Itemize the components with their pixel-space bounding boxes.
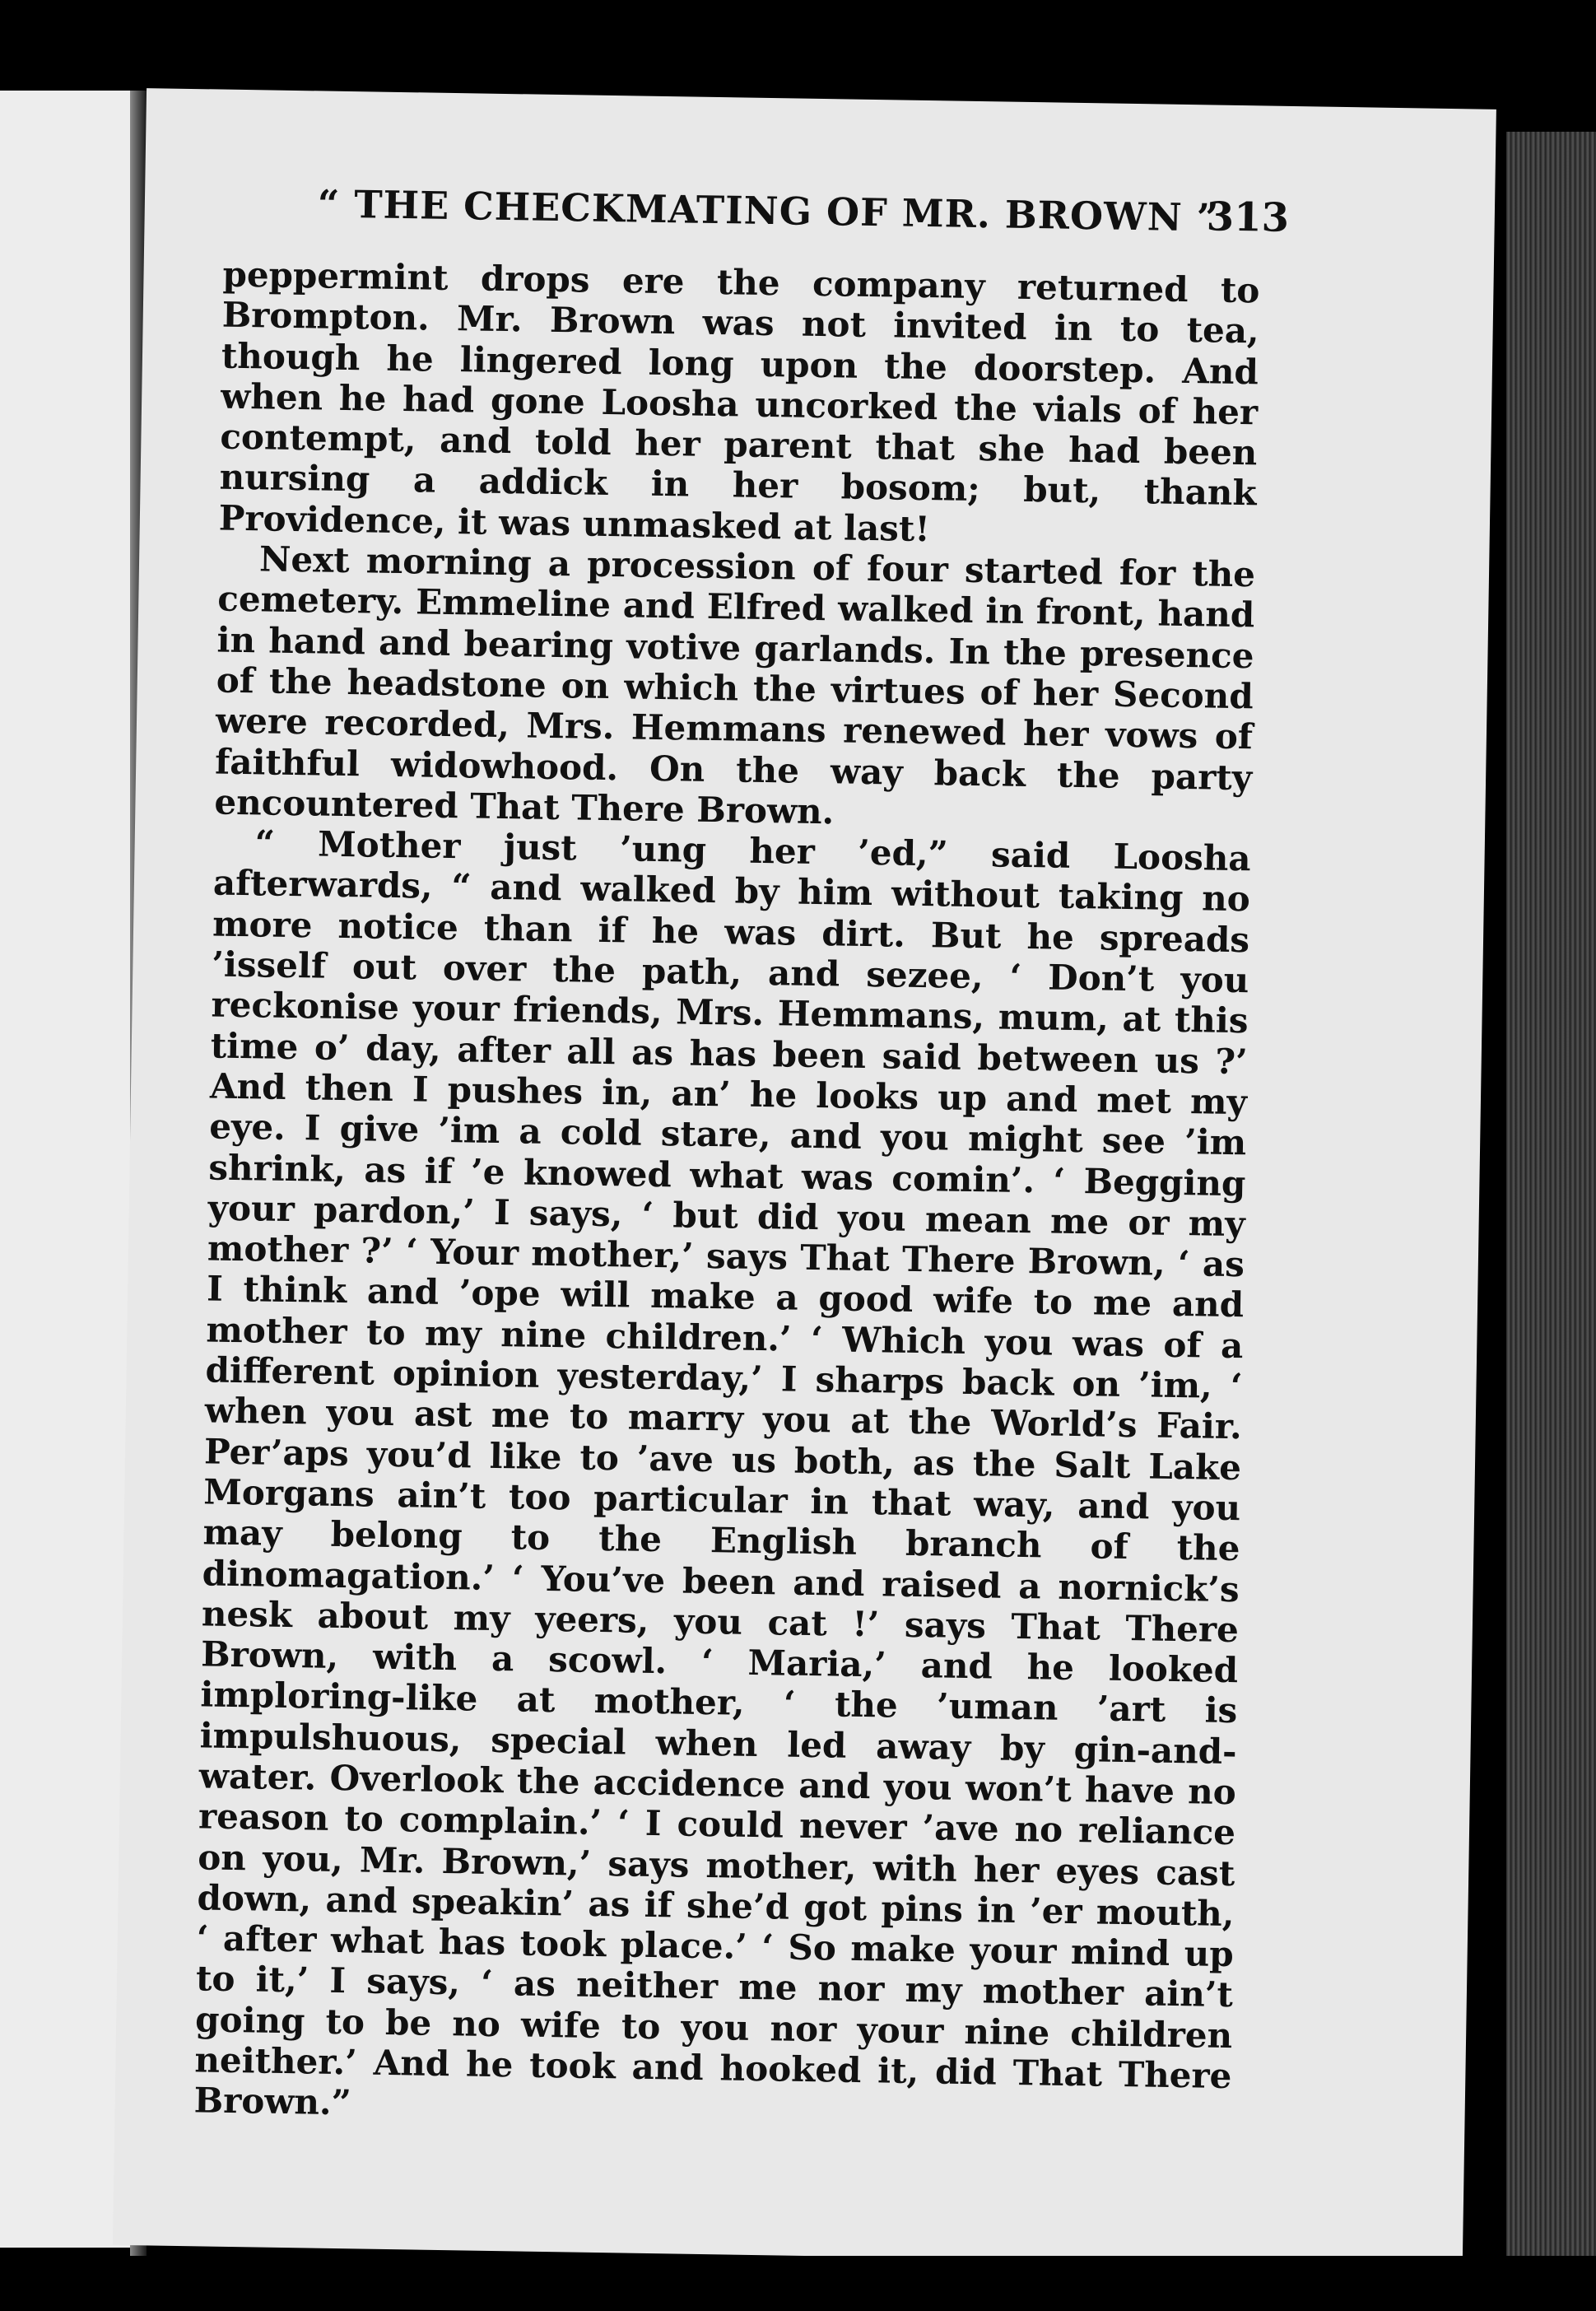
book-page bbox=[113, 88, 1496, 2266]
body-text bbox=[193, 254, 1259, 2137]
page-number: 313 bbox=[1206, 193, 1290, 241]
paragraph-3: “ Mother just ’ung her ’ed,” said Loosha afterwards, “ and walked by him without taking no more notice than if he was dirt. But he spreads ’isself out over the path, and sezee, ‘ Don’t you reckonise your friends, Mrs. Hemmans, mum, at this time o’ day, after all as has been said between us ?’ And then I pushes in, an’ he looks up and met my eye. I give ’im a cold stare, and you might see ’im shrink, as if ’e knowed what was comin’. ‘ Begging your pardon,’ I says, ‘ but did you mean me or my mother ?’ ‘ Your mother,’ says That There Brown, ‘ as I think and ’ope will make a good wife to me and mother to my nine children.’ ‘ Which you was of a different opinion yesterday,’ I sharps back on ’im, ‘ when you ast me to marry you at the World’s Fair. Per’aps you’d like to ’ave us both, as the Salt Lake Morgans ain’t too particular in that way, and you may belong to the English branch of the dinomagation.’ ‘ You’ve been and raised a nornick’s nesk about my yeers, you cat !’ says That There Brown, with a scowl. ‘ Maria,’ and he looked imploring-like at mother, ‘ the ’uman ’art is impulshuous, special when led away by gin-and-water. Overlook the accidence and you won’t have no reason to complain.’ ‘ I could never ’ave no reliance on you, Mr. Brown,’ says mother, with her eyes cast down, and speakin’ as if she’d got pins in ’er mouth, ‘ after what has took place.’ ‘ So make your mind up to it,’ I says, ‘ as neither me nor my mother ain’t going to be no wife to you nor your nine children neither.’ And he took and hooked it, did That There Brown.” bbox=[193, 822, 1251, 2123]
paragraph-2: Next morning a procession of four started for the cemetery. Emmeline and Elfred walked in front, hand in hand and bearing votive garlands. In the presence of the headstone on which the virtues of her Second were recorded, Mrs. Hemmans renewed her vows of faithful widowhood. On the way back the party encountered That There Brown. bbox=[214, 538, 1256, 832]
paragraph-1: peppermint drops ere the company returned to Brompton. Mr. Brown was not invited in to tea, though he lingered long upon the doorstep. And when he had gone Loosha uncorked the vials of her contempt, and told her parent that she had been nursing a addick in her bosom; but, thank Providence, it was unmasked at last! bbox=[218, 254, 1260, 549]
bottom-shadow bbox=[0, 2256, 1596, 2311]
running-head: “ THE CHECKMATING OF MR. BROWN ” bbox=[317, 181, 1220, 240]
page-edge-stack bbox=[1506, 132, 1596, 2272]
